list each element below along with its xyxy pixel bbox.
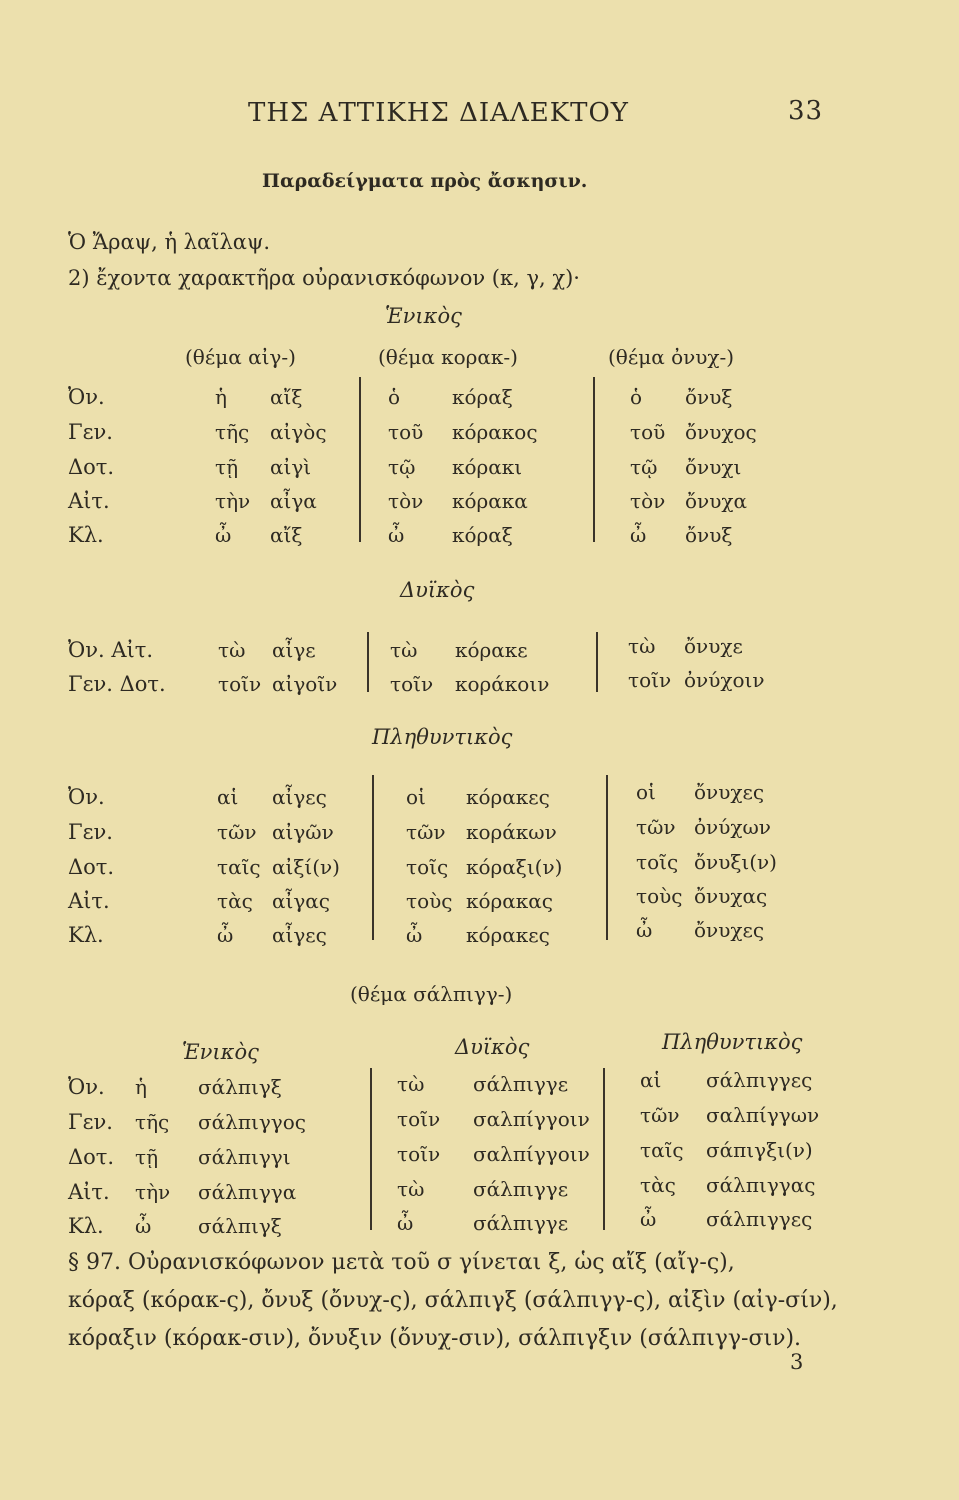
noun-form: αἰγὶ	[270, 455, 312, 479]
noun-form: αἰγῶν	[272, 820, 334, 844]
article: ὦ	[636, 918, 653, 942]
case-label: Δοτ.	[68, 1145, 115, 1169]
case-label: Αἰτ.	[68, 1180, 110, 1204]
article: τὼ	[218, 638, 246, 662]
noun-form: ὄνυξ	[685, 523, 733, 547]
stem-aig: (θέμα αἰγ-)	[185, 345, 296, 369]
article: τοῖν	[390, 672, 434, 696]
article: ὦ	[397, 1211, 414, 1235]
column-divider	[606, 775, 608, 940]
stem-korak: (θέμα κορακ-)	[378, 345, 518, 369]
case-label: Γεν. Δοτ.	[68, 672, 166, 696]
intro-line-2: 2) ἔχοντα χαρακτῆρα οὐρανισκόφωνον (κ, γ, χ)·	[68, 266, 580, 290]
article: τοῖν	[218, 672, 262, 696]
exercise-subtitle: Παραδείγματα πρὸς ἄσκησιν.	[262, 170, 588, 192]
article: τὼ	[390, 638, 418, 662]
article: ὁ	[388, 385, 401, 409]
article: τὰς	[640, 1173, 676, 1197]
column-divider	[372, 775, 374, 940]
noun-form: σαλπίγγων	[706, 1103, 820, 1127]
page-number: 33	[788, 96, 824, 126]
noun-form: αἶγε	[272, 638, 316, 662]
article: ὦ	[215, 523, 232, 547]
article: τῶν	[217, 820, 257, 844]
case-label: Δοτ.	[68, 455, 115, 479]
noun-form: κόρακα	[452, 489, 528, 513]
noun-form: αἰγοῖν	[272, 672, 338, 696]
noun-form: ὄνυξ	[685, 385, 733, 409]
article: τῇ	[135, 1145, 159, 1169]
article: τοῖν	[628, 668, 672, 692]
article: τὴν	[215, 489, 251, 513]
noun-form: αἴξ	[270, 385, 303, 409]
article: ἡ	[215, 385, 227, 409]
article: ὦ	[406, 923, 423, 947]
noun-form: κόραξι(ν)	[466, 855, 563, 879]
stem-onych: (θέμα ὀνυχ-)	[608, 345, 735, 369]
case-label: Ὀν.	[68, 785, 105, 809]
noun-form: σάλπιγγες	[706, 1207, 813, 1231]
noun-form: ὄνυχες	[694, 918, 765, 942]
noun-form: ὄνυξι(ν)	[694, 850, 777, 874]
noun-form: αἶγας	[272, 889, 331, 913]
noun-form: σάλπιγγας	[706, 1173, 816, 1197]
article: ὦ	[640, 1207, 657, 1231]
column-divider	[603, 1068, 605, 1230]
noun-form: κοράκων	[466, 820, 557, 844]
article: τοῖς	[636, 850, 679, 874]
noun-form: αἰγὸς	[270, 420, 327, 444]
article: τῶν	[406, 820, 446, 844]
noun-form: κόρακε	[455, 638, 528, 662]
singular-heading: Ἑνικὸς	[385, 304, 462, 328]
noun-form: ὄνυχος	[685, 420, 757, 444]
plural-heading: Πληθυντικὸς	[372, 725, 513, 749]
article: τὴν	[135, 1180, 171, 1204]
noun-form: ὀνύχων	[694, 815, 771, 839]
column-divider	[370, 1068, 372, 1230]
case-label: Αἰτ.	[68, 489, 110, 513]
article: ταῖς	[640, 1138, 684, 1162]
article: τοῖν	[397, 1107, 441, 1131]
article: τῷ	[388, 455, 416, 479]
noun-form: σάπιγξι(ν)	[706, 1138, 813, 1162]
noun-form: σάλπιγξ	[198, 1075, 282, 1099]
noun-form: ὄνυχι	[685, 455, 742, 479]
noun-form: σάλπιγγος	[198, 1110, 306, 1134]
salpinx-plural-heading: Πληθυντικὸς	[662, 1030, 803, 1054]
noun-form: σάλπιγγα	[198, 1180, 297, 1204]
section-97-line-2: κόραξ (κόρακ-ς), ὄνυξ (ὄνυχ-ς), σάλπιγξ (σάλπιγγ-ς), αἰξὶν (αἰγ-σίν),	[68, 1288, 838, 1313]
noun-form: σάλπιγγες	[706, 1068, 813, 1092]
noun-form: σάλπιγγε	[473, 1211, 569, 1235]
noun-form: κόρακι	[452, 455, 523, 479]
noun-form: σαλπίγγοιν	[473, 1142, 590, 1166]
dual-heading: Δυϊκὸς	[400, 578, 475, 602]
article: ὦ	[388, 523, 405, 547]
article: οἱ	[636, 780, 656, 804]
article: αἱ	[217, 785, 239, 809]
noun-form: αἰξί(ν)	[272, 855, 340, 879]
article: τῆς	[215, 420, 250, 444]
article: ταῖς	[217, 855, 261, 879]
article: τὼ	[397, 1072, 425, 1096]
case-label: Γεν.	[68, 420, 113, 444]
case-label: Κλ.	[68, 923, 104, 947]
column-divider	[593, 377, 595, 542]
salpinx-singular-heading: Ἑνικὸς	[182, 1040, 259, 1064]
noun-form: σαλπίγγοιν	[473, 1107, 590, 1131]
article: τοῦ	[388, 420, 424, 444]
noun-form: αἶγες	[272, 923, 327, 947]
noun-form: κόρακες	[466, 923, 550, 947]
noun-form: κόρακας	[466, 889, 554, 913]
article: τὰς	[217, 889, 253, 913]
noun-form: ὄνυχε	[684, 634, 743, 658]
noun-form: σάλπιγγε	[473, 1072, 569, 1096]
case-label: Ὀν.	[68, 385, 105, 409]
case-label: Κλ.	[68, 523, 104, 547]
noun-form: ὀνύχοιν	[684, 668, 765, 692]
article: τῷ	[630, 455, 658, 479]
article: τὼ	[397, 1177, 425, 1201]
article: ὁ	[630, 385, 643, 409]
case-label: Γεν.	[68, 1110, 113, 1134]
article: τὼ	[628, 634, 656, 658]
article: ὦ	[630, 523, 647, 547]
column-divider	[359, 377, 361, 542]
noun-form: αἶγες	[272, 785, 327, 809]
noun-form: κόραξ	[452, 523, 513, 547]
article: τοῖς	[406, 855, 449, 879]
article: ὦ	[135, 1214, 152, 1238]
article: οἱ	[406, 785, 426, 809]
noun-form: ὄνυχας	[694, 884, 768, 908]
column-divider	[367, 632, 369, 692]
case-label: Ὀν.	[68, 1075, 105, 1099]
noun-form: σάλπιγξ	[198, 1214, 282, 1238]
article: τῆς	[135, 1110, 170, 1134]
running-title: ΤΗΣ ΑΤΤΙΚΗΣ ΔΙΑΛΕΚΤΟΥ	[248, 98, 629, 128]
noun-form: κοράκοιν	[455, 672, 550, 696]
noun-form: κόρακος	[452, 420, 538, 444]
article: τοὺς	[636, 884, 683, 908]
stem-salpigg: (θέμα σάλπιγγ-)	[350, 982, 513, 1006]
section-97-line-3: κόραξιν (κόρακ-σιν), ὄνυξιν (ὄνυχ-σιν), σάλπιγξιν (σάλπιγγ-σιν).	[68, 1326, 802, 1351]
case-label: Αἰτ.	[68, 889, 110, 913]
noun-form: κόραξ	[452, 385, 513, 409]
case-label: Δοτ.	[68, 855, 115, 879]
noun-form: αἶγα	[270, 489, 317, 513]
article: τοῦ	[630, 420, 666, 444]
article: ἡ	[135, 1075, 147, 1099]
noun-form: αἴξ	[270, 523, 303, 547]
noun-form: κόρακες	[466, 785, 550, 809]
salpinx-dual-heading: Δυϊκὸς	[455, 1035, 530, 1059]
section-97-line-1: § 97. Οὐρανισκόφωνον μετὰ τοῦ σ γίνεται ξ, ὡς αἴξ (αἴγ-ς),	[68, 1250, 735, 1275]
case-label: Γεν.	[68, 820, 113, 844]
article: αἱ	[640, 1068, 662, 1092]
noun-form: ὄνυχα	[685, 489, 747, 513]
article: ὦ	[217, 923, 234, 947]
article: τῶν	[636, 815, 676, 839]
article: τῇ	[215, 455, 239, 479]
column-divider	[596, 632, 598, 692]
noun-form: ὄνυχες	[694, 780, 765, 804]
article: τὸν	[630, 489, 666, 513]
article: τοῖν	[397, 1142, 441, 1166]
noun-form: σάλπιγγε	[473, 1177, 569, 1201]
intro-line-1: Ὁ Ἄραψ, ἡ λαῖλαψ.	[68, 230, 271, 254]
case-label: Κλ.	[68, 1214, 104, 1238]
signature-mark: 3	[790, 1350, 804, 1374]
article: τὸν	[388, 489, 424, 513]
case-label: Ὀν. Αἰτ.	[68, 638, 154, 662]
article: τοὺς	[406, 889, 453, 913]
article: τῶν	[640, 1103, 680, 1127]
noun-form: σάλπιγγι	[198, 1145, 291, 1169]
